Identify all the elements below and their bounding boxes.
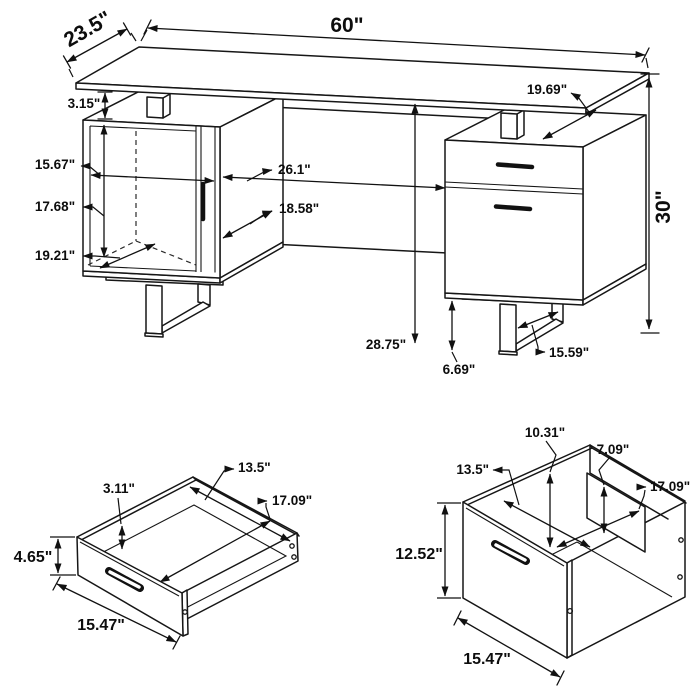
top-gap-label: 3.15" (67, 96, 101, 111)
file-drawer-divider-height-label: 7.09" (596, 442, 630, 457)
knee-depth-label: 18.58" (279, 201, 320, 216)
small-drawer-front-width-label: 15.47" (77, 617, 125, 634)
desk-width-label: 60" (330, 14, 364, 37)
file-drawer-front-height-label: 12.52" (395, 546, 443, 563)
small-drawer-drawing (14, 460, 313, 649)
small-drawer-front-height-label: 4.65" (13, 549, 53, 566)
desk-height-label: 30" (652, 190, 675, 224)
file-drawer-front (463, 502, 572, 658)
file-drawer-inner-height-label: 10.31" (524, 425, 566, 440)
desk-depth-label: 23.5" (59, 6, 116, 52)
knee-height-label: 28.75" (365, 337, 407, 352)
leg-depth-label: 15.59" (549, 345, 590, 360)
leg-height-label: 6.69" (442, 362, 476, 377)
file-drawer-back-width-label: 13.5" (456, 462, 489, 477)
left-sled-leg (106, 276, 223, 337)
file-drawer-drawing (395, 425, 690, 685)
desk-drawing (35, 7, 675, 377)
pedestal-top-depth-label: 19.69" (526, 82, 568, 97)
file-drawer-front-width-label: 15.47" (463, 651, 511, 668)
small-drawer-back-width-label: 13.5" (238, 460, 271, 475)
knee-width-label: 26.1" (278, 162, 311, 177)
small-drawer-box (77, 477, 299, 621)
cabinet-inner-depth-label: 19.21" (34, 248, 76, 263)
cabinet-inner-height-label: 17.68" (34, 199, 76, 214)
small-drawer-side-height-label: 3.11" (103, 481, 135, 496)
file-drawer-handle (496, 207, 530, 210)
top-drawer-handle (498, 165, 532, 168)
cabinet-inner-width-label: 15.67" (34, 157, 76, 172)
small-drawer-inner-depth-label: 17.09" (272, 493, 313, 508)
left-pedestal-cabinet (83, 88, 283, 283)
file-drawer-inner-depth-label: 17.09" (650, 479, 691, 494)
